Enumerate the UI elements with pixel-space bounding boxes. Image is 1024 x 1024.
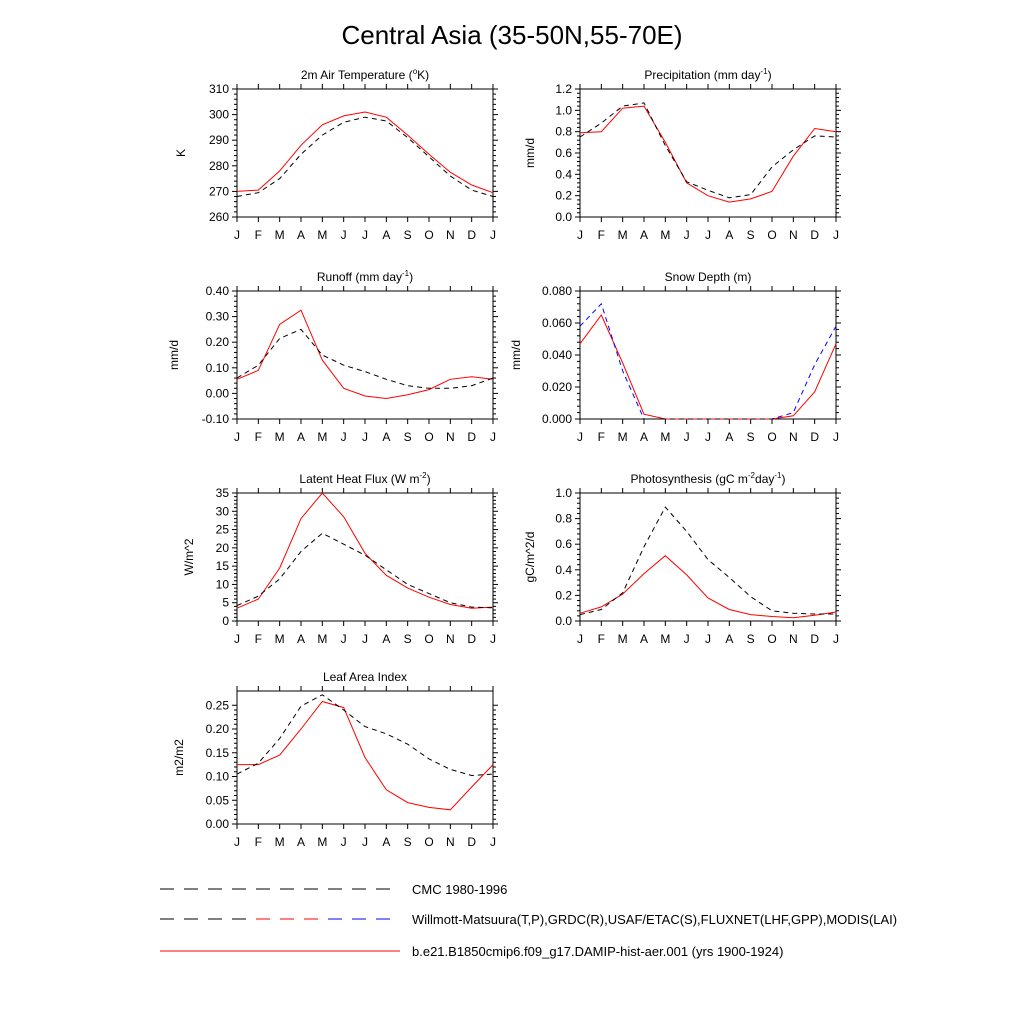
x-tick-label: M xyxy=(274,228,285,242)
x-tick-label: D xyxy=(467,632,477,646)
y-tick-label: 35 xyxy=(215,486,229,500)
series-line-2 xyxy=(580,304,836,419)
x-tick-label: O xyxy=(424,632,434,646)
legend xyxy=(160,882,897,959)
x-tick-label: N xyxy=(788,228,798,242)
y-tick-label: 10 xyxy=(215,577,229,592)
y-tick-label: 0 xyxy=(222,614,229,628)
y-tick-label: 0.40 xyxy=(205,284,229,298)
x-tick-label: J xyxy=(705,632,711,646)
x-tick-label: J xyxy=(362,632,368,646)
x-tick-label: J xyxy=(577,632,583,646)
panel-6 xyxy=(523,471,841,646)
y-tick-label: 0.060 xyxy=(541,316,572,330)
y-tick-label: 0.2 xyxy=(555,588,572,603)
y-tick-label: 0.0 xyxy=(555,614,572,628)
x-tick-label: O xyxy=(767,430,777,444)
y-tick-label: 0.000 xyxy=(541,412,572,426)
y-tick-label: 260 xyxy=(208,210,229,224)
plot-frame xyxy=(237,291,493,419)
x-tick-label: F xyxy=(254,430,263,444)
x-tick-label: J xyxy=(340,228,347,242)
y-tick-label: 1.0 xyxy=(555,103,572,118)
y-tick-label: 300 xyxy=(208,107,229,122)
x-tick-label: J xyxy=(490,228,496,242)
y-tick-label: 0.4 xyxy=(555,562,572,577)
y-axis-label: W/m^2 xyxy=(182,538,196,576)
y-tick-label: 310 xyxy=(208,82,229,96)
y-axis-label: K xyxy=(174,148,188,158)
x-tick-label: M xyxy=(317,430,328,444)
x-tick-label: A xyxy=(296,228,306,242)
x-tick-label: N xyxy=(445,835,455,849)
x-tick-label: J xyxy=(490,835,496,849)
y-tick-label: -0.10 xyxy=(201,412,229,426)
y-tick-label: 5 xyxy=(222,595,229,610)
x-tick-label: D xyxy=(467,430,477,444)
y-tick-label: 0.6 xyxy=(555,537,572,552)
figure-title: Central Asia (35-50N,55-70E) xyxy=(341,20,683,50)
x-tick-label: J xyxy=(833,228,839,242)
x-tick-label: J xyxy=(340,430,347,444)
legend-label: Willmott-Matsuura(T,P),GRDC(R),USAF/ETAC(S),FLUXNET(LHF,GPP),MODIS(LAI) xyxy=(412,912,898,927)
panel-4 xyxy=(509,270,841,444)
x-tick-label: F xyxy=(597,632,606,646)
series-line-2 xyxy=(237,533,493,608)
panel-5 xyxy=(182,471,498,646)
y-tick-label: 270 xyxy=(208,184,229,199)
y-axis-label: gC/m^2/d xyxy=(523,531,537,583)
y-tick-label: 20 xyxy=(215,540,229,555)
x-tick-label: J xyxy=(362,835,368,849)
x-tick-label: F xyxy=(597,228,606,242)
y-tick-label: 0.020 xyxy=(541,380,572,394)
x-tick-label: S xyxy=(746,228,755,242)
y-axis-label: mm/d xyxy=(523,138,537,168)
legend-item-2 xyxy=(160,912,897,927)
x-tick-label: M xyxy=(317,632,328,646)
x-tick-label: A xyxy=(296,632,306,646)
x-tick-label: A xyxy=(725,228,734,242)
x-tick-label: M xyxy=(617,632,628,646)
y-tick-label: 0.10 xyxy=(205,769,229,784)
panel-2 xyxy=(523,67,841,242)
x-tick-label: D xyxy=(467,228,477,242)
x-tick-label: J xyxy=(683,228,690,242)
series-line-1 xyxy=(580,315,836,419)
y-tick-label: 0.8 xyxy=(555,124,572,139)
plot-frame xyxy=(580,89,836,217)
x-tick-label: D xyxy=(810,228,820,242)
x-tick-label: S xyxy=(403,228,412,242)
x-tick-label: A xyxy=(296,835,306,849)
x-tick-label: J xyxy=(234,430,240,444)
x-tick-label: M xyxy=(274,430,285,444)
y-tick-label: 0.4 xyxy=(555,167,572,182)
x-tick-label: A xyxy=(639,430,649,444)
y-tick-label: 0.8 xyxy=(555,511,572,526)
x-tick-label: F xyxy=(597,430,606,444)
x-tick-label: O xyxy=(767,228,777,242)
x-tick-label: A xyxy=(639,632,649,646)
x-tick-label: A xyxy=(382,835,391,849)
y-tick-label: 1.2 xyxy=(555,82,572,96)
y-tick-label: 15 xyxy=(215,559,229,574)
x-tick-label: J xyxy=(577,430,583,444)
y-tick-label: 0.05 xyxy=(205,793,229,808)
x-tick-label: M xyxy=(317,835,328,849)
series-line-1 xyxy=(580,106,836,202)
series-line-2 xyxy=(237,695,493,776)
y-tick-label: 0.2 xyxy=(555,188,572,203)
panel-title: Precipitation (mm day-1) xyxy=(644,67,772,82)
x-tick-label: N xyxy=(788,632,798,646)
x-tick-label: A xyxy=(382,228,391,242)
x-tick-label: J xyxy=(362,430,368,444)
y-tick-label: 30 xyxy=(215,504,229,519)
series-line-1 xyxy=(237,493,493,608)
x-tick-label: J xyxy=(833,632,839,646)
x-tick-label: N xyxy=(445,430,455,444)
panel-7 xyxy=(172,670,498,849)
y-axis-label: m2/m2 xyxy=(172,739,186,776)
x-tick-label: J xyxy=(490,632,496,646)
x-tick-label: O xyxy=(767,632,777,646)
x-tick-label: J xyxy=(577,228,583,242)
x-tick-label: M xyxy=(617,228,628,242)
x-tick-label: S xyxy=(403,632,412,646)
x-tick-label: M xyxy=(660,228,671,242)
x-tick-label: A xyxy=(725,632,734,646)
x-tick-label: S xyxy=(746,632,755,646)
series-line-1 xyxy=(237,310,493,398)
x-tick-label: N xyxy=(445,228,455,242)
y-tick-label: 0.20 xyxy=(205,335,229,350)
y-tick-label: 0.00 xyxy=(205,817,229,831)
x-tick-label: N xyxy=(788,430,798,444)
x-tick-label: J xyxy=(234,835,240,849)
panel-title: Photosynthesis (gC m-2day-1) xyxy=(630,471,786,486)
x-tick-label: M xyxy=(617,430,628,444)
y-tick-label: 0.30 xyxy=(205,309,229,324)
x-tick-label: J xyxy=(683,430,690,444)
x-tick-label: A xyxy=(725,430,734,444)
y-tick-label: 1.0 xyxy=(555,486,572,500)
x-tick-label: J xyxy=(490,430,496,444)
x-tick-label: J xyxy=(705,430,711,444)
x-tick-label: J xyxy=(340,632,347,646)
y-tick-label: 0.25 xyxy=(205,698,229,713)
x-tick-label: A xyxy=(296,430,306,444)
legend-label: b.e21.B1850cmip6.f09_g17.DAMIP-hist-aer.001 (yrs 1900-1924) xyxy=(412,944,784,959)
legend-item-1 xyxy=(160,882,507,897)
x-tick-label: M xyxy=(274,835,285,849)
panel-1 xyxy=(174,67,498,242)
panel-title: Leaf Area Index xyxy=(322,670,408,684)
panels xyxy=(167,67,841,849)
y-tick-label: 0.15 xyxy=(205,745,229,760)
plot-frame xyxy=(580,493,836,621)
legend-item-3 xyxy=(160,944,783,959)
x-tick-label: M xyxy=(317,228,328,242)
y-tick-label: 0.040 xyxy=(541,348,572,362)
y-axis-label: mm/d xyxy=(167,340,181,370)
y-tick-label: 280 xyxy=(208,158,229,173)
series-line-1 xyxy=(237,702,493,810)
x-tick-label: A xyxy=(382,430,391,444)
x-tick-label: O xyxy=(424,835,434,849)
y-tick-label: 0.10 xyxy=(205,360,229,375)
panel-title: Runoff (mm day-1) xyxy=(316,269,414,284)
legend-label: CMC 1980-1996 xyxy=(412,882,508,897)
x-tick-label: A xyxy=(382,632,391,646)
x-tick-label: M xyxy=(660,430,671,444)
y-tick-label: 0.080 xyxy=(541,284,572,298)
x-tick-label: S xyxy=(403,430,412,444)
x-tick-label: J xyxy=(683,632,690,646)
x-tick-label: F xyxy=(254,228,263,242)
series-line-1 xyxy=(237,112,493,193)
panel-title: Latent Heat Flux (W m-2) xyxy=(299,471,431,486)
x-tick-label: J xyxy=(833,430,839,444)
plot-frame xyxy=(580,291,836,419)
panel-title: 2m Air Temperature (oK) xyxy=(300,67,430,82)
x-tick-label: F xyxy=(254,835,263,849)
x-tick-label: J xyxy=(340,835,347,849)
y-tick-label: 0.00 xyxy=(205,386,229,401)
y-tick-label: 0.20 xyxy=(205,722,229,736)
x-tick-label: J xyxy=(234,632,240,646)
y-tick-label: 290 xyxy=(208,133,229,148)
x-tick-label: D xyxy=(810,430,820,444)
x-tick-label: D xyxy=(810,632,820,646)
x-tick-label: J xyxy=(705,228,711,242)
x-tick-label: M xyxy=(274,632,285,646)
x-tick-label: M xyxy=(660,632,671,646)
y-tick-label: 0.6 xyxy=(555,146,572,160)
y-tick-label: 25 xyxy=(215,522,229,537)
panel-title: Snow Depth (m) xyxy=(664,270,752,284)
plot-frame xyxy=(237,89,493,217)
y-tick-label: 0.0 xyxy=(555,210,572,224)
x-tick-label: D xyxy=(467,835,477,849)
x-tick-label: J xyxy=(234,228,240,242)
x-tick-label: F xyxy=(254,632,263,646)
series-line-2 xyxy=(237,117,493,196)
x-tick-label: N xyxy=(445,632,455,646)
x-tick-label: J xyxy=(362,228,368,242)
series-line-1 xyxy=(580,556,836,618)
series-line-2 xyxy=(237,329,493,388)
plot-frame xyxy=(237,493,493,621)
x-tick-label: O xyxy=(424,228,434,242)
y-axis-label: mm/d xyxy=(509,340,523,370)
x-tick-label: A xyxy=(639,228,649,242)
x-tick-label: S xyxy=(403,835,412,849)
x-tick-label: O xyxy=(424,430,434,444)
panel-3 xyxy=(167,269,498,444)
x-tick-label: S xyxy=(746,430,755,444)
